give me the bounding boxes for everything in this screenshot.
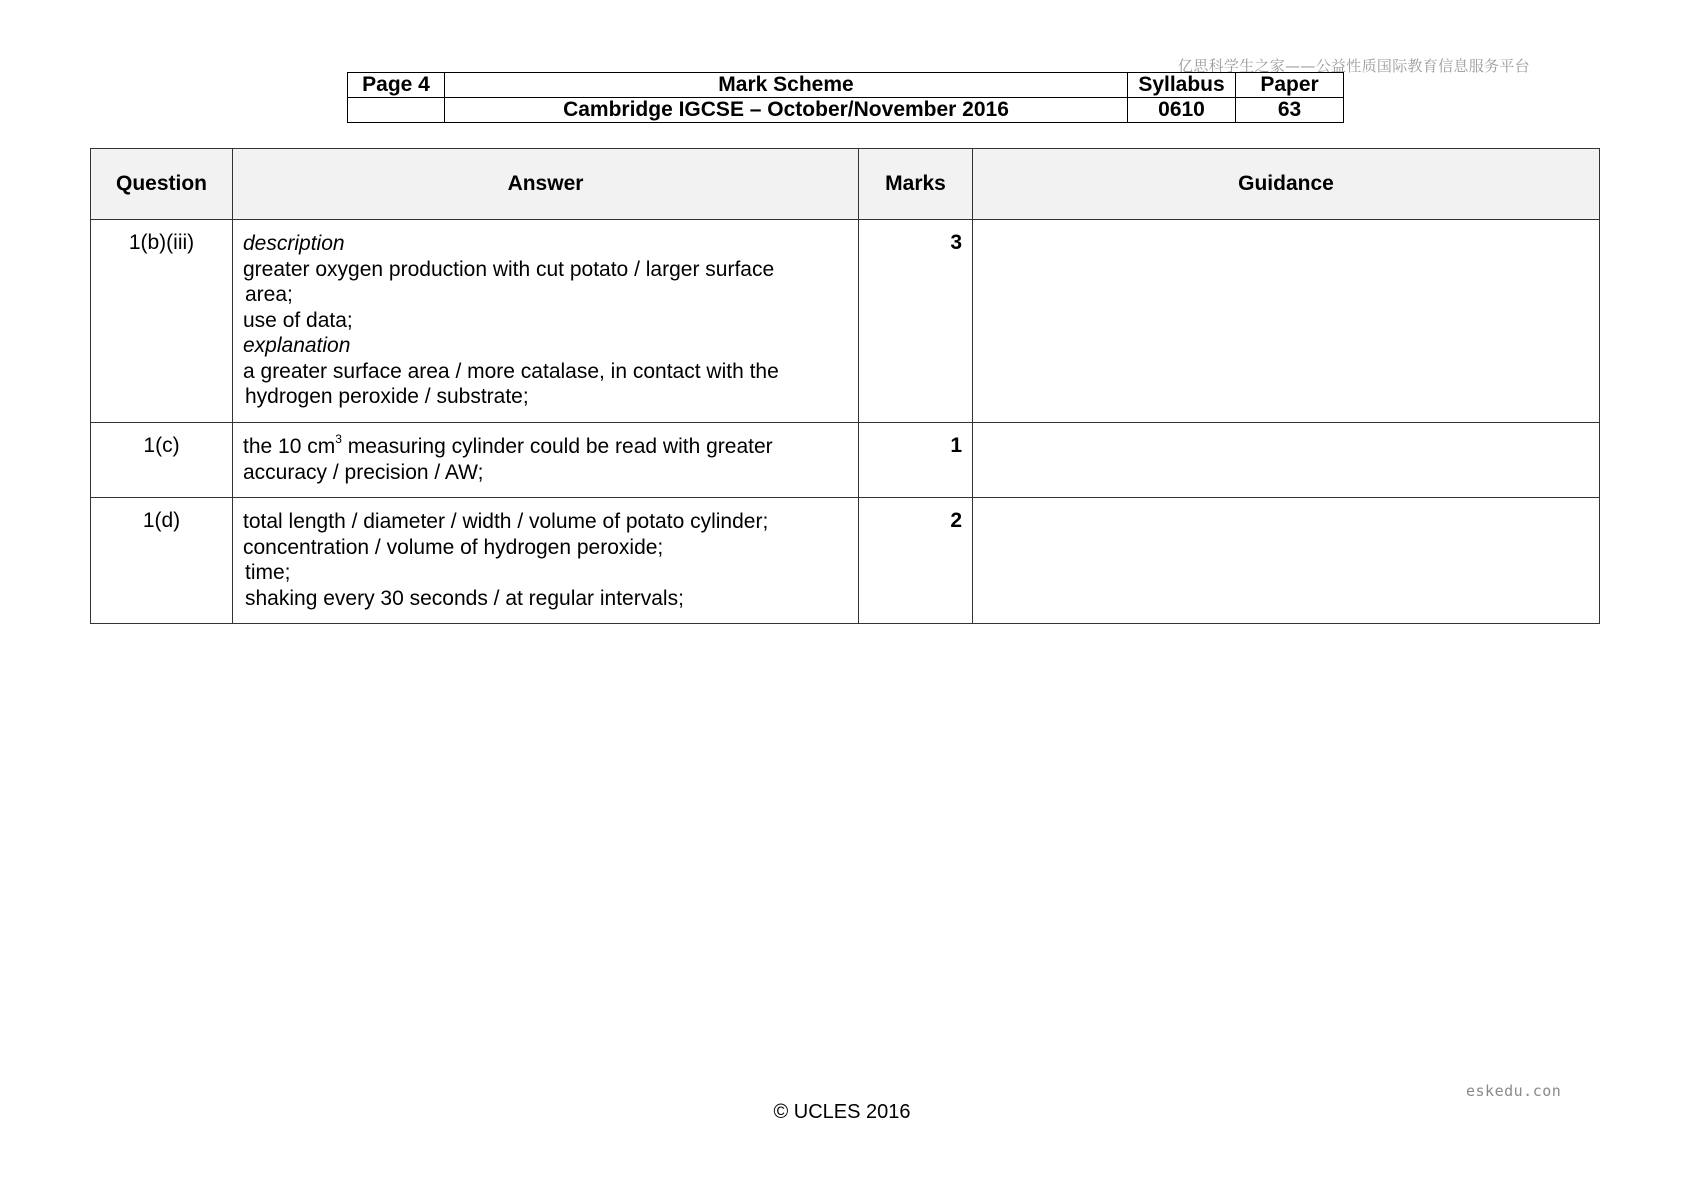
answer-text: measuring cylinder could be read with greater	[341, 435, 773, 458]
answer-line: total length / diameter / width / volume of potato cylinder;	[243, 510, 769, 533]
table-row	[91, 220, 1600, 423]
marks-cell: 3	[859, 220, 973, 423]
question-cell: 1(b)(iii)	[91, 220, 233, 423]
answer-line: hydrogen peroxide / substrate;	[245, 385, 529, 408]
header-paper-label: Paper	[1236, 73, 1344, 98]
table-row	[91, 423, 1600, 498]
answer-line	[243, 434, 848, 460]
header-syllabus-label: Syllabus	[1128, 73, 1236, 98]
column-header-marks: Marks	[859, 149, 973, 220]
answer-line: explanation	[243, 334, 351, 357]
header-subtitle: Cambridge IGCSE – October/November 2016	[445, 98, 1128, 123]
answer-line: area;	[245, 283, 293, 306]
header-page-empty	[348, 98, 445, 123]
mark-scheme-table	[90, 148, 1600, 624]
question-cell: 1(d)	[91, 498, 233, 624]
column-header-question: Question	[91, 149, 233, 220]
answer-cell	[233, 423, 859, 498]
column-header-guidance: Guidance	[973, 149, 1600, 220]
answer-line: concentration / volume of hydrogen peroxide;	[243, 535, 664, 559]
table-row	[91, 498, 1600, 624]
superscript-exponent: 3	[335, 432, 342, 446]
table-header-row	[91, 149, 1600, 220]
answer-cell	[233, 220, 859, 423]
header-table	[347, 72, 1344, 123]
header-title: Mark Scheme	[445, 73, 1128, 98]
answer-line: shaking every 30 seconds / at regular intervals;	[245, 586, 684, 610]
marks-cell: 2	[859, 498, 973, 624]
question-cell: 1(c)	[91, 423, 233, 498]
watermark-bottom: eskedu.con	[1466, 1082, 1562, 1100]
answer-line: a greater surface area / more catalase, in contact with the	[243, 359, 779, 383]
answer-line: time;	[245, 561, 291, 584]
answer-line: use of data;	[243, 308, 353, 332]
guidance-cell	[973, 423, 1600, 498]
marks-cell: 1	[859, 423, 973, 498]
header-paper: 63	[1236, 98, 1344, 123]
answer-text: the 10 cm	[243, 435, 336, 458]
answer-line: description	[243, 232, 345, 255]
guidance-cell	[973, 498, 1600, 624]
guidance-cell	[973, 220, 1600, 423]
copyright-footer: © UCLES 2016	[773, 1101, 911, 1123]
answer-cell	[233, 498, 859, 624]
header-syllabus: 0610	[1128, 98, 1236, 123]
header-page: Page 4	[348, 73, 445, 98]
answer-line: greater oxygen production with cut potato / larger surface	[243, 257, 775, 281]
column-header-answer: Answer	[233, 149, 859, 220]
answer-line: accuracy / precision / AW;	[243, 460, 484, 484]
watermark-top: 亿思科学生之家——公益性质国际教育信息服务平台	[1178, 57, 1530, 75]
